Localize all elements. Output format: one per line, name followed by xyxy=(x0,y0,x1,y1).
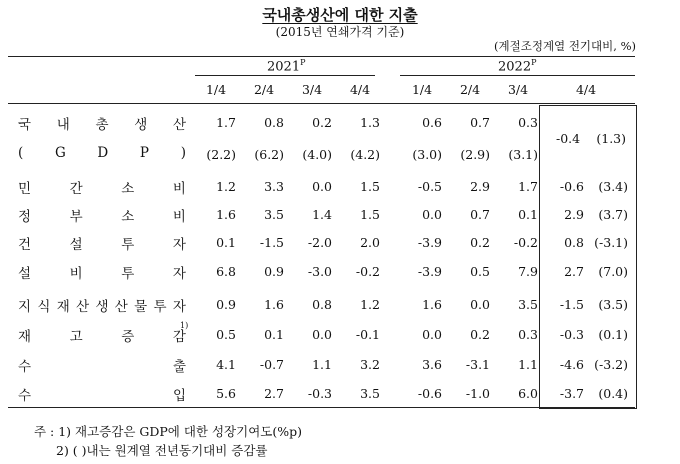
table-cell: 0.0 xyxy=(312,327,332,342)
row-label-text: 건 설 투 자 xyxy=(18,237,186,253)
table-cell: 1.2 xyxy=(360,297,380,312)
table-cell: 2.7 xyxy=(264,386,284,401)
table-cell: (2.2) xyxy=(206,147,236,162)
table-cell: -1.0 xyxy=(465,386,490,401)
quarter-header: 4/4 xyxy=(575,82,597,97)
table-cell: 3.5 xyxy=(264,207,284,222)
row-label-text: 수 입 xyxy=(18,388,186,404)
table-cell: 0.8 xyxy=(312,297,332,312)
table-cell: 3.5 xyxy=(518,297,538,312)
quarter-header: 2/4 xyxy=(253,82,275,97)
table-cell: 3.6 xyxy=(422,357,442,372)
top-rule xyxy=(8,56,635,57)
preliminary-mark: P xyxy=(300,58,306,67)
table-cell: 0.0 xyxy=(470,297,490,312)
table-cell: -0.6 xyxy=(559,179,584,194)
table-cell: 0.1 xyxy=(216,235,236,250)
row-label-text: 정 부 소 비 xyxy=(18,209,186,225)
table-cell: (4.0) xyxy=(302,147,332,162)
year-header-2022: $2022^P$ xyxy=(498,58,537,75)
row-label xyxy=(18,384,186,404)
table-cell: 1.2 xyxy=(216,179,236,194)
table-cell: 1.7 xyxy=(518,179,538,194)
row-label xyxy=(18,177,186,197)
table-cell: 0.9 xyxy=(264,264,284,279)
table-cell: 0.2 xyxy=(312,115,332,130)
table-cell: 1.6 xyxy=(216,207,236,222)
table-cell: 1.7 xyxy=(216,115,236,130)
table-cell: 5.6 xyxy=(216,386,236,401)
table-cell: 1.5 xyxy=(360,179,380,194)
table-cell: 0.1 xyxy=(264,327,284,342)
unit-note: (계절조정계열 전기대비, %) xyxy=(494,39,636,53)
table-cell: -3.9 xyxy=(417,235,442,250)
footnote-2: 2) ( )내는 원계열 전년동기대비 증감률 xyxy=(56,443,268,458)
table-cell: -3.9 xyxy=(417,264,442,279)
table-cell: -0.2 xyxy=(513,235,538,250)
table-cell: -0.7 xyxy=(259,357,284,372)
table-cell: -1.5 xyxy=(559,297,584,312)
table-cell: -0.5 xyxy=(417,179,442,194)
table-cell: 0.8 xyxy=(564,235,584,250)
table-cell: -1.5 xyxy=(259,235,284,250)
quarter-header: 2/4 xyxy=(459,82,481,97)
quarter-header: 3/4 xyxy=(301,82,323,97)
table-cell: (2.9) xyxy=(460,147,490,162)
table-cell: (0.4) xyxy=(598,386,628,401)
table-cell: 2.9 xyxy=(564,207,584,222)
table-cell: (6.2) xyxy=(254,147,284,162)
table-cell: 0.0 xyxy=(422,327,442,342)
table-cell: 0.2 xyxy=(470,235,490,250)
quarter-header: 1/4 xyxy=(205,82,227,97)
row-label xyxy=(18,233,186,253)
table-cell: -0.6 xyxy=(417,386,442,401)
table-cell: 2.7 xyxy=(564,264,584,279)
row-label-text: 수 출 xyxy=(18,359,186,375)
table-cell: 1.1 xyxy=(518,357,538,372)
year-header-2021: $2021^P$ xyxy=(267,58,306,75)
table-cell: 6.8 xyxy=(216,264,236,279)
table-cell: 7.9 xyxy=(518,264,538,279)
table-cell: 0.7 xyxy=(470,115,490,130)
table-cell: 2.9 xyxy=(470,179,490,194)
table-cell: 0.5 xyxy=(470,264,490,279)
table-cell: 1.4 xyxy=(312,207,332,222)
row-label-text: 지 식 재 산 생 산 물 투 자 xyxy=(18,299,186,315)
row-label xyxy=(18,262,186,282)
table-cell: -3.7 xyxy=(559,386,584,401)
table-cell: 0.8 xyxy=(264,115,284,130)
table-cell: (7.0) xyxy=(598,264,628,279)
table-cell: 0.3 xyxy=(518,327,538,342)
table-cell: 4.1 xyxy=(216,357,236,372)
quarter-header: 1/4 xyxy=(411,82,433,97)
footnote-1: 주 : 1) 재고증감은 GDP에 대한 성장기여도(%p) xyxy=(34,424,302,439)
row-label-text: ( G D P ) xyxy=(18,145,186,161)
row-label-text: 민 간 소 비 xyxy=(18,181,186,197)
year-2021-rule xyxy=(195,75,375,76)
header-rule xyxy=(8,103,635,104)
row-label-text: 재 고 증 감 xyxy=(18,329,186,345)
table-cell: 0.3 xyxy=(518,115,538,130)
table-cell: -0.4 xyxy=(556,131,581,146)
table-cell: -0.3 xyxy=(559,327,584,342)
table-title: 국내총생산에 대한 지출 xyxy=(262,6,418,24)
year-2022-rule xyxy=(400,75,635,76)
table-cell: 1.1 xyxy=(312,357,332,372)
table-cell: (3.5) xyxy=(598,297,628,312)
table-cell: 1.6 xyxy=(264,297,284,312)
table-cell: 0.9 xyxy=(216,297,236,312)
table-cell: 0.7 xyxy=(470,207,490,222)
row-label xyxy=(18,145,186,161)
preliminary-mark: P xyxy=(531,58,537,67)
quarter-header: 4/4 xyxy=(349,82,371,97)
table-cell: 1.6 xyxy=(422,297,442,312)
table-cell: (3.7) xyxy=(598,207,628,222)
row-label xyxy=(18,295,186,315)
table-cell: (0.1) xyxy=(598,327,628,342)
table-cell: 1.3 xyxy=(360,115,380,130)
table-cell: 6.0 xyxy=(518,386,538,401)
table-cell: -3.0 xyxy=(307,264,332,279)
table-cell: (-3.2) xyxy=(594,357,628,372)
table-cell: -2.0 xyxy=(307,235,332,250)
quarter-header: 3/4 xyxy=(507,82,529,97)
gdp-latest-values xyxy=(556,131,626,146)
row-label xyxy=(18,113,186,133)
row-label-text: 국 내 총 생 산 xyxy=(18,117,186,133)
table-cell: (-3.1) xyxy=(594,235,628,250)
footnote-marker: 1) xyxy=(180,321,189,330)
row-label xyxy=(18,321,189,345)
table-cell: 0.6 xyxy=(422,115,442,130)
table-cell: (3.1) xyxy=(508,147,538,162)
table-cell: (3.0) xyxy=(412,147,442,162)
table-cell: 0.0 xyxy=(422,207,442,222)
table-cell: 3.3 xyxy=(264,179,284,194)
table-cell: (4.2) xyxy=(350,147,380,162)
table-cell: -0.3 xyxy=(307,386,332,401)
table-subtitle: (2015년 연쇄가격 기준) xyxy=(275,25,405,39)
table-cell: -3.1 xyxy=(465,357,490,372)
table-cell: 3.2 xyxy=(360,357,380,372)
table-cell: -0.2 xyxy=(355,264,380,279)
table-cell: 2.0 xyxy=(360,235,380,250)
row-label xyxy=(18,355,186,375)
table-cell: 0.0 xyxy=(312,179,332,194)
table-cell: -0.1 xyxy=(355,327,380,342)
table-cell: (3.4) xyxy=(598,179,628,194)
table-cell: -4.6 xyxy=(559,357,584,372)
table-cell: 0.1 xyxy=(518,207,538,222)
row-label-text: 설 비 투 자 xyxy=(18,266,186,282)
table-cell: 3.5 xyxy=(360,386,380,401)
row-label xyxy=(18,205,186,225)
table-cell: 0.2 xyxy=(470,327,490,342)
table-cell: 0.5 xyxy=(216,327,236,342)
table-cell: (1.3) xyxy=(596,131,626,146)
table-cell: 1.5 xyxy=(360,207,380,222)
